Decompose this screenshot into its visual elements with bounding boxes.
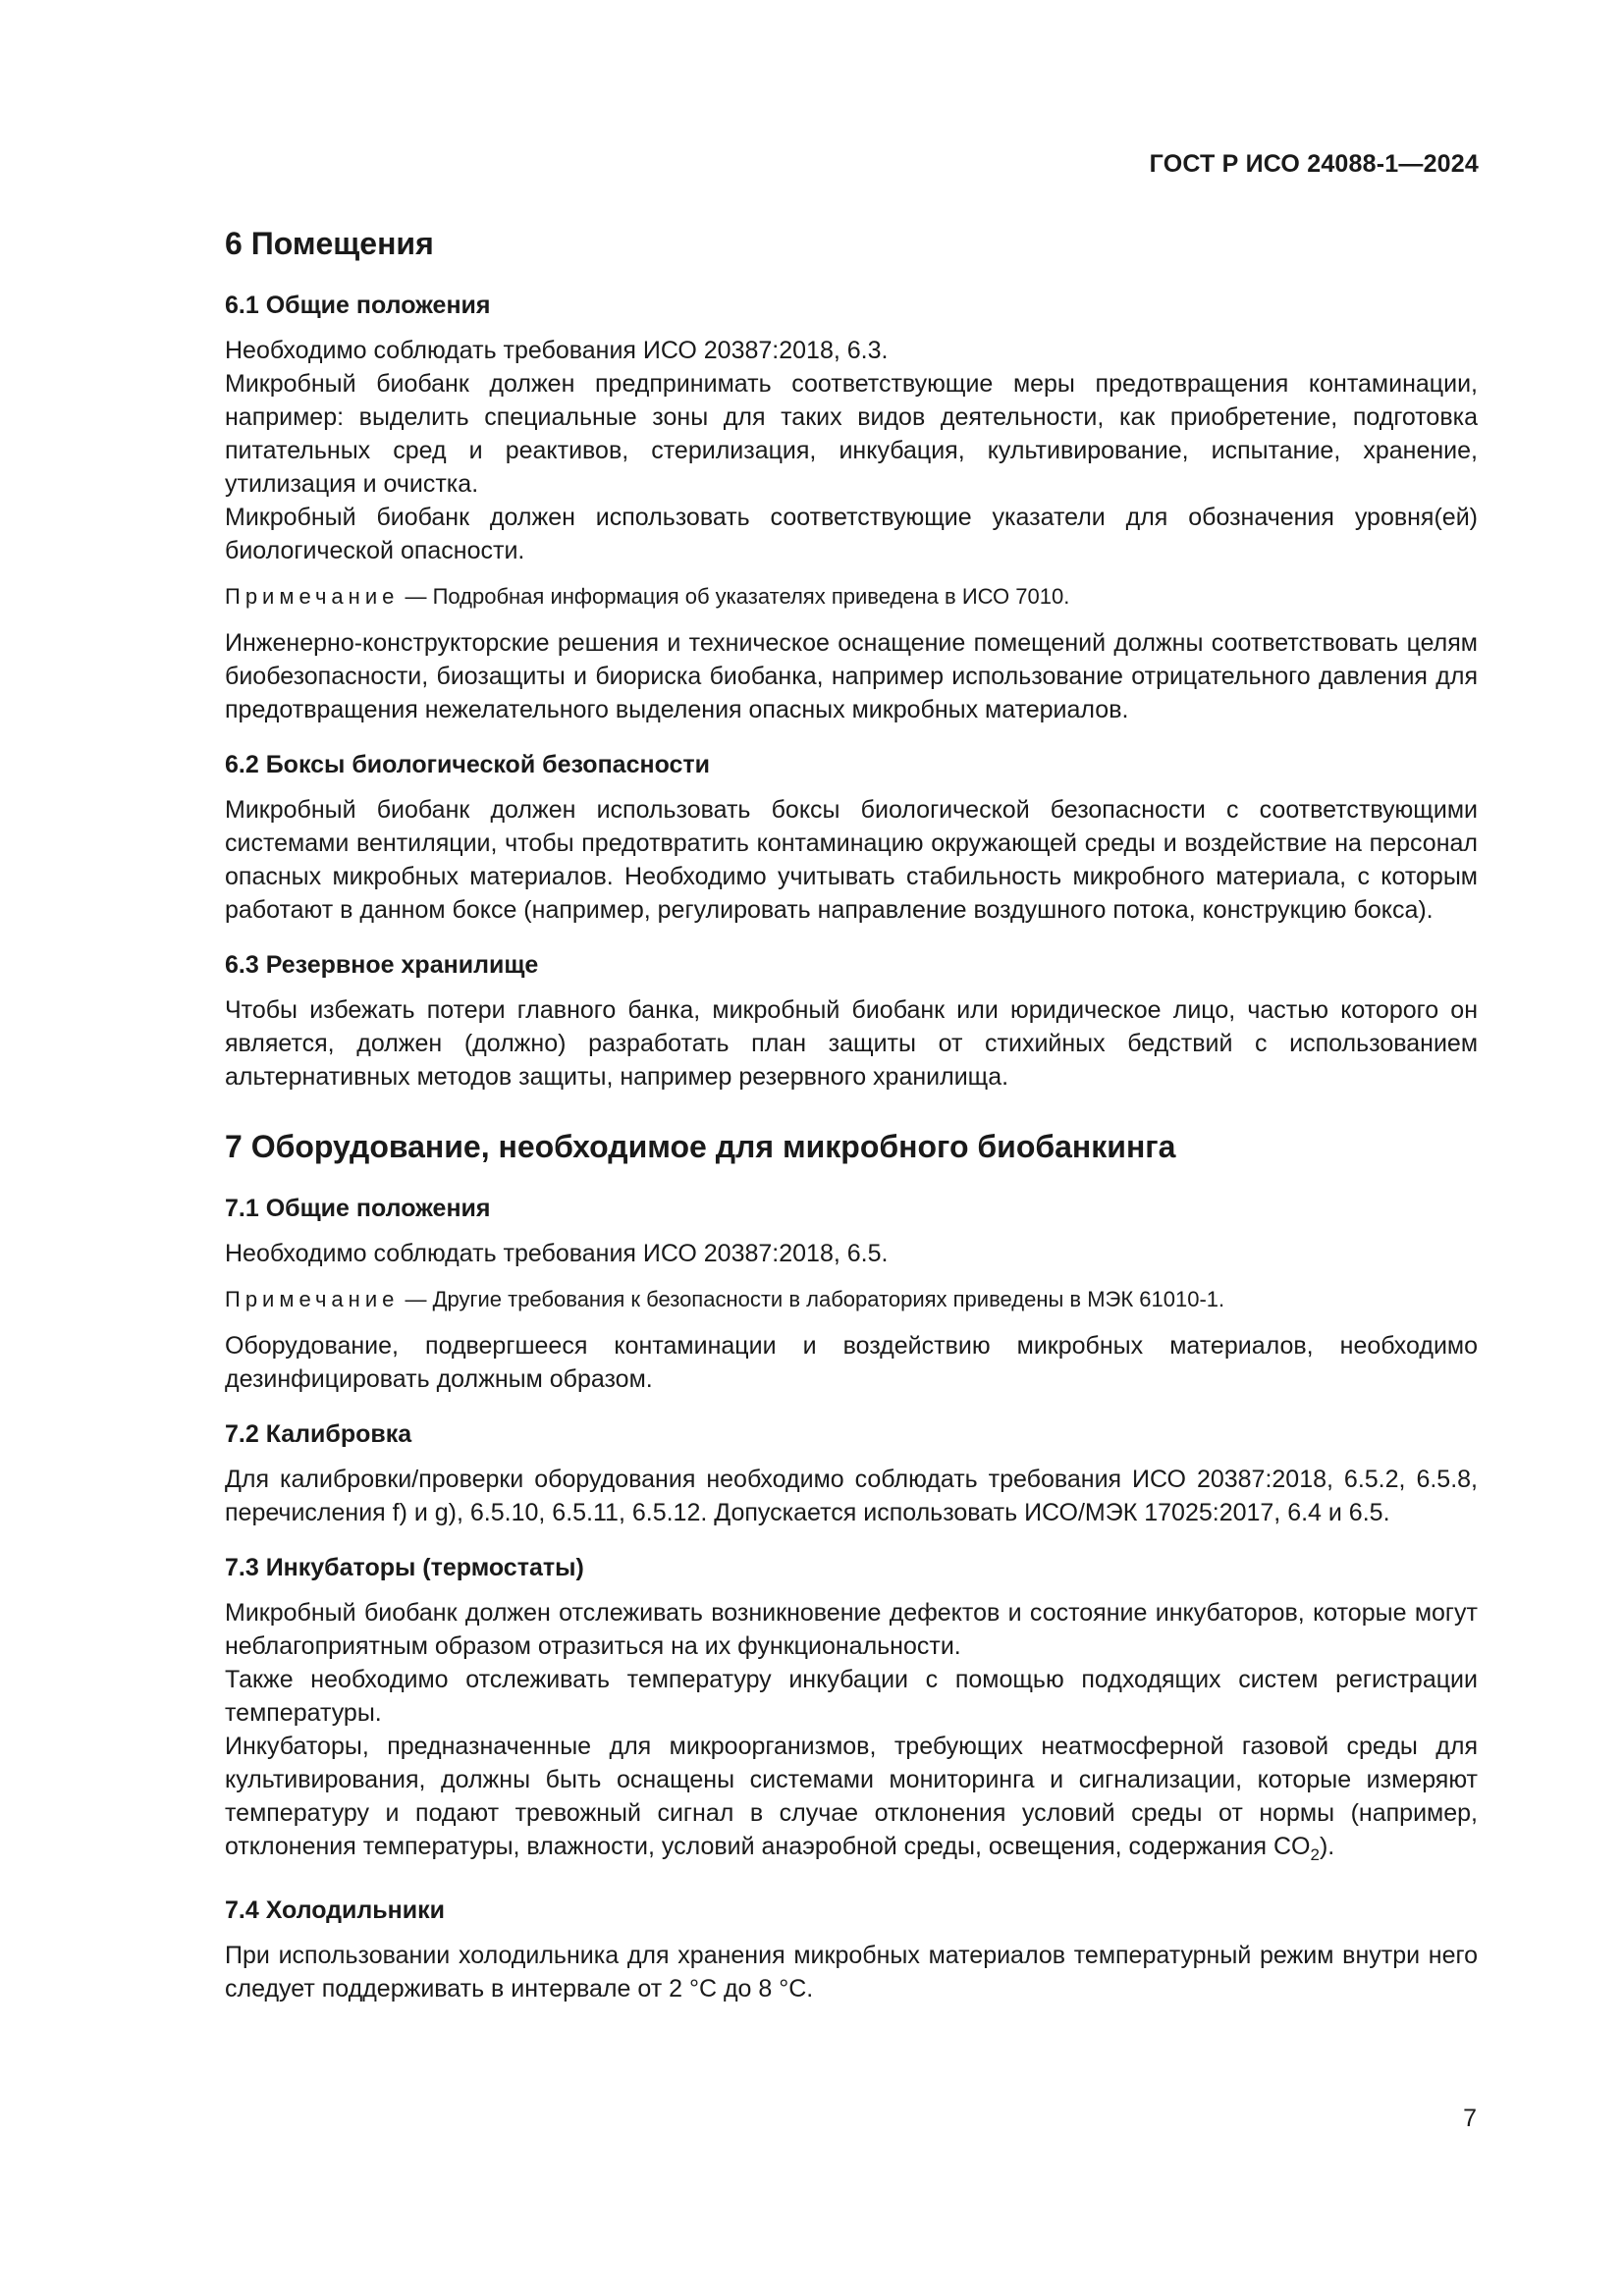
subsection-7-3-title: 7.3 Инкубаторы (термостаты)	[225, 1554, 584, 1581]
paragraph: Необходимо соблюдать требования ИСО 20387:2018, 6.3.	[225, 337, 889, 364]
paragraph: Для калибровки/проверки оборудования необходимо соблюдать требования ИСО 20387:2018, 6.5.2, 6.5.8, перечисления f) и g), 6.5.10, 6.5.11, 6.5.12. Допускается использовать ИСО/МЭК 17025:2017, 6.4 и 6.5.	[225, 1466, 1478, 1526]
note-label: Примечание	[225, 1287, 400, 1311]
note	[225, 581, 1478, 613]
paragraph: При использовании холодильника для хранения микробных материалов температурный режим внутри него следует поддерживать в интервале от 2 °C до 8 °C.	[225, 1942, 1478, 2002]
note	[225, 1284, 1478, 1315]
note-text: — Другие требования к безопасности в лабораториях приведены в МЭК 61010-1.	[399, 1287, 1225, 1311]
paragraph: Микробный биобанк должен отслеживать возникновение дефектов и состояние инкубаторов, которые могут неблагоприятным образом отразиться на их функциональности.	[225, 1599, 1478, 1660]
subsection-7-2-body	[225, 1463, 1478, 1529]
subsection-7-1-body	[225, 1237, 1478, 1396]
paragraph: Микробный биобанк должен использовать соответствующие указатели для обозначения уровня(ей) биологической опасности.	[225, 504, 1478, 564]
paragraph	[225, 1730, 1478, 1872]
paragraph-text: Инкубаторы, предназначенные для микроорганизмов, требующих неатмосферной газовой среды для культивирования, должны быть оснащены системами мониторинга и сигнализации, которые измеряют температуру и подают тревожный сигнал в случае отклонения условий среды от нормы (например, отклонения температуры, влажности, условий анаэробной среды, освещения, содержания CO	[225, 1733, 1478, 1860]
section-6-title: 6 Помещения	[225, 226, 434, 261]
paragraph: Микробный биобанк должен предпринимать соответствующие меры предотвращения контаминации, например: выделить специальные зоны для таких видов деятельности, как приобретение, подготовка питательных сред и реактивов, стерилизация, инкубация, культивирование, испытание, хранение, утилизация и очистка.	[225, 370, 1478, 498]
subsection-7-3-body	[225, 1596, 1478, 1872]
subsection-6-2-body	[225, 793, 1478, 927]
document-id-header: ГОСТ Р ИСО 24088-1—2024	[1149, 150, 1479, 178]
subsection-7-1-title: 7.1 Общие положения	[225, 1195, 491, 1222]
paragraph-text-end: ).	[1319, 1833, 1335, 1860]
subsection-6-3-body	[225, 993, 1478, 1094]
subsection-6-1-title: 6.1 Общие положения	[225, 292, 491, 319]
section-7-title: 7 Оборудование, необходимое для микробного биобанкинга	[225, 1129, 1176, 1164]
paragraph: Необходимо соблюдать требования ИСО 20387:2018, 6.5.	[225, 1240, 889, 1267]
subsection-6-1-body	[225, 334, 1478, 726]
paragraph: Оборудование, подвергшееся контаминации и воздействию микробных материалов, необходимо дезинфицировать должным образом.	[225, 1332, 1478, 1393]
paragraph: Чтобы избежать потери главного банка, микробный биобанк или юридическое лицо, частью которого он является, должен (должно) разработать план защиты от стихийных бедствий с использованием альтернативных методов защиты, например резервного хранилища.	[225, 996, 1478, 1091]
page-number: 7	[1463, 2105, 1477, 2132]
paragraph: Микробный биобанк должен использовать боксы биологической безопасности с соответствующими системами вентиляции, чтобы предотвратить контаминацию окружающей среды и воздействие на персонал опасных микробных материалов. Необходимо учитывать стабильность микробного материала, с которым работают в данном боксе (например, регулировать направление воздушного потока, конструкцию бокса).	[225, 796, 1478, 924]
subsection-6-2-title: 6.2 Боксы биологической безопасности	[225, 751, 711, 778]
subsection-6-3-title: 6.3 Резервное хранилище	[225, 951, 539, 979]
note-text: — Подробная информация об указателях приведена в ИСО 7010.	[399, 584, 1070, 609]
note-label: Примечание	[225, 584, 400, 609]
paragraph: Инженерно-конструкторские решения и техническое оснащение помещений должны соответствовать целям биобезопасности, биозащиты и биориска биобанка, например использование отрицательного давления для предотвращения нежелательного выделения опасных микробных материалов.	[225, 629, 1478, 723]
subscript: 2	[1310, 1845, 1320, 1864]
document-body	[225, 224, 1478, 2027]
paragraph: Также необходимо отслеживать температуру инкубации с помощью подходящих систем регистрации температуры.	[225, 1666, 1478, 1727]
subsection-7-4-body	[225, 1939, 1478, 2005]
subsection-7-4-title: 7.4 Холодильники	[225, 1896, 446, 1924]
subsection-7-2-title: 7.2 Калибровка	[225, 1420, 412, 1448]
